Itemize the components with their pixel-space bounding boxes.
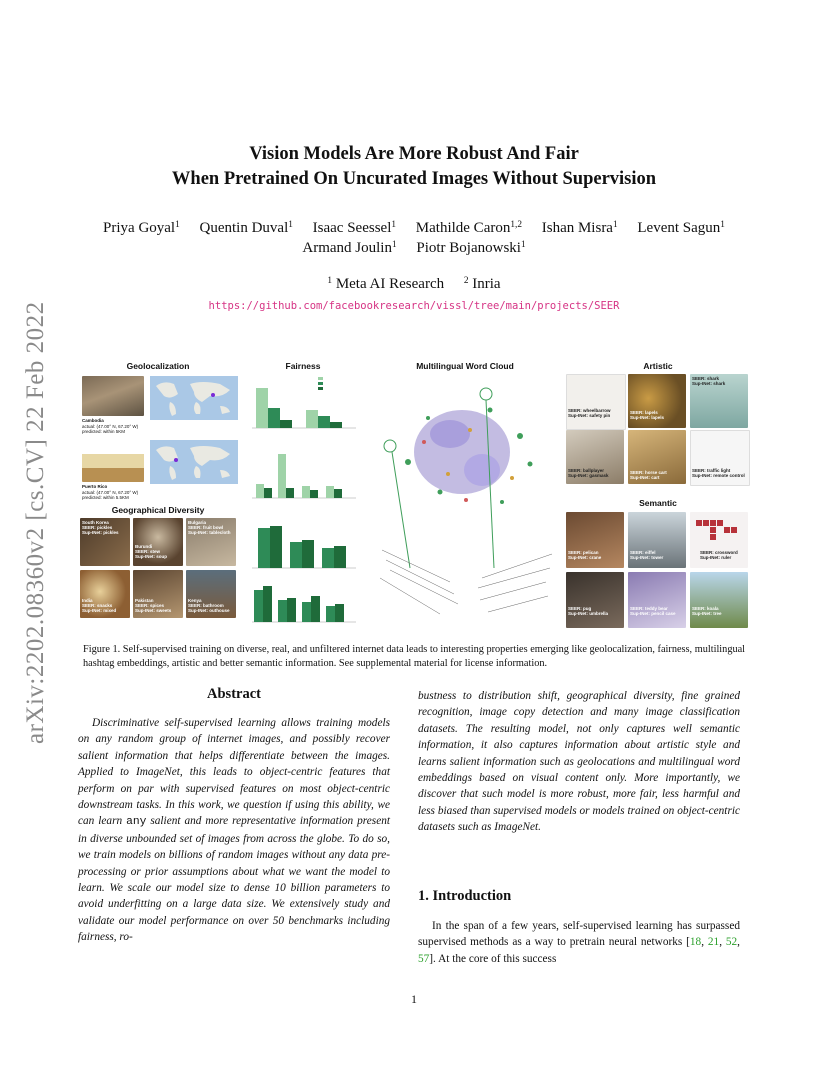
author: Isaac Seessel$^1$: [312, 219, 397, 236]
word-cloud-scatter: [370, 372, 560, 628]
author: Mathilde Caron$^{1,2}$: [415, 219, 522, 236]
panel-title-geolocalization: Geolocalization: [126, 361, 190, 371]
title-line-1: Vision Models Are More Robust And Fair: [249, 144, 579, 164]
geo-pred-2: predicted: within 5.5KM: [82, 495, 129, 500]
panel-title-word-cloud: Multilingual Word Cloud: [416, 361, 514, 371]
fairness-chart-4: [252, 586, 356, 622]
affiliation: $^1$ Meta AI Research: [327, 275, 445, 292]
sem-pug: [566, 572, 624, 628]
world-map-1: [150, 376, 238, 420]
introduction-text: In the span of a few years, self-supervised learning has surpassed supervised methods as a way to pretrain neural networks [18, 21, 52, 57]. At the core of this success: [418, 920, 740, 965]
citation-link[interactable]: 52: [725, 936, 738, 949]
page-number: 1: [411, 992, 417, 1006]
affiliations: [100, 276, 728, 293]
arxiv-identifier: arXiv:2202.08360v2 [cs.CV] 22 Feb 2022: [22, 301, 49, 745]
fairness-chart-2: [252, 454, 356, 498]
geo-place-2: Puerto Rico: [82, 484, 108, 489]
abstract-continuation: bustness to distribution shift, geographical diversity, fine grained recognition, image copy detection and many image classification datasets. The resulting model, not only captures well semantic information, it also captures information about artistic style and learns salient information such as geolocations and multilingual word embeddings based on visual content only. More importantly, we discover that such model is more robust, more fair, less harmful and less biased than supervised models or models trained on object-centric datasets such as ImageNet.: [418, 690, 740, 834]
citation-link[interactable]: 57: [418, 952, 430, 965]
sem-teddy-bear: [628, 572, 686, 628]
author: Piotr Bojanowski$^1$: [416, 239, 526, 256]
geo-actual-1: actual: (47.00° N, 67.20° W): [82, 423, 139, 429]
citation-link[interactable]: 21: [707, 936, 720, 949]
abstract-heading: Abstract: [207, 686, 261, 702]
section-heading-introduction: 1. Introduction: [418, 888, 512, 904]
art-wheelbarrow: [566, 374, 626, 430]
fairness-chart-3: [252, 526, 356, 568]
author: Levent Sagun$^1$: [637, 219, 725, 236]
fairness-chart-1: [252, 377, 356, 428]
figure-1: Geolocalization Cambodia actual: (47.00° N, 67.20° W) predicted: within 5KM Puerto Rico actual: (47.00° N, 67.20° W) predicted: within 5.5KM Geographical Diversity South Korea SEER: pickles Sup-INet: pickles Burundi SEER: stew Sup-INet: soup Bulgaria SEER: fruit bowl Sup-INet: tablecloth India SEER: snacks Sup-INet: mixed Pakistan SEER: spices Sup-INet: sweets Kenya SEER: bathroom Sup-INet: outhouse Fairness Multilingual Word Cloud Artistic SEER: wheelbarrow Sup-INet: safety pin SEER: lapels Sup-INet: lapels SEER: shark Sup-INet: shark SEER: ballplayer Sup-INet: gasmask SEER: horse cart Sup-INet: cart SEER: traffic light Sup-INet: remote control Semantic SEER: pelican Sup-INet: crane SEER: eiffel Sup-INet: tower SEER: crossword Sup-INet: ruler SEER: pug Sup-INet: umbrella SEER: teddy bear Sup-INet: pencil case SEER: koala Sup-INet: tree: [78, 358, 750, 630]
abstract-text: Discriminative self-supervised learning allows training models on any random group of internet images, and possibly recover salient information that helps differentiate between the images. Applied to ImageNet, this leads to object-centric features that perform on par with supervised features on most object-centric downstream tasks. In this work, we question if using this ability, we can learn any salient and more representative information present in diverse unbounded set of images from across the globe. To do so, we train models on billions of random images without any data pre-processing or prior assumptions about what we want the model to learn. We scale our model size to dense 10 billion parameters to avoid underfitting on a large data size. We extensively study and validate our model performance on over 50 benchmarks including fairness, ro-: [78, 717, 390, 944]
sem-koala: [690, 572, 748, 628]
crossword-icon: [692, 516, 746, 546]
project-url-link[interactable]: https://github.com/facebookresearch/vissl/tree/main/projects/SEER: [208, 300, 620, 312]
affiliation: $^2$ Inria: [463, 275, 501, 292]
panel-title-artistic: Artistic: [643, 361, 673, 371]
photo-cambodia: [82, 376, 144, 416]
author-list: [70, 218, 758, 258]
photo-puerto-rico: [82, 442, 144, 482]
author: Ishan Misra$^1$: [541, 219, 618, 236]
author: Priya Goyal$^1$: [103, 219, 180, 236]
fairness-bar-charts: [248, 372, 360, 628]
geo-pred-1: predicted: within 5KM: [82, 429, 126, 434]
citation-link[interactable]: 18: [689, 936, 702, 949]
geo-place-1: Cambodia: [82, 418, 104, 423]
paper-title: [100, 142, 728, 192]
panel-title-semantic: Semantic: [639, 498, 677, 508]
panel-title-fairness: Fairness: [285, 361, 321, 371]
world-map-2: [150, 440, 238, 484]
geo-actual-2: actual: (47.00° N, 67.20° W): [82, 489, 139, 495]
author: Armand Joulin$^1$: [302, 239, 397, 256]
title-line-2: When Pretrained On Uncurated Images Without Supervision: [171, 169, 657, 189]
emphasis-any: any: [126, 816, 147, 829]
author: Quentin Duval$^1$: [199, 219, 293, 236]
panel-title-geo-diversity: Geographical Diversity: [111, 505, 205, 515]
figure-caption: Figure 1. Self-supervised training on diverse, real, and unfiltered internet data leads to interesting properties emerging like geolocalization, fairness, multilingual hashtag embeddings, artistic and better semantic information. See supplemental material for license information.: [83, 644, 746, 669]
